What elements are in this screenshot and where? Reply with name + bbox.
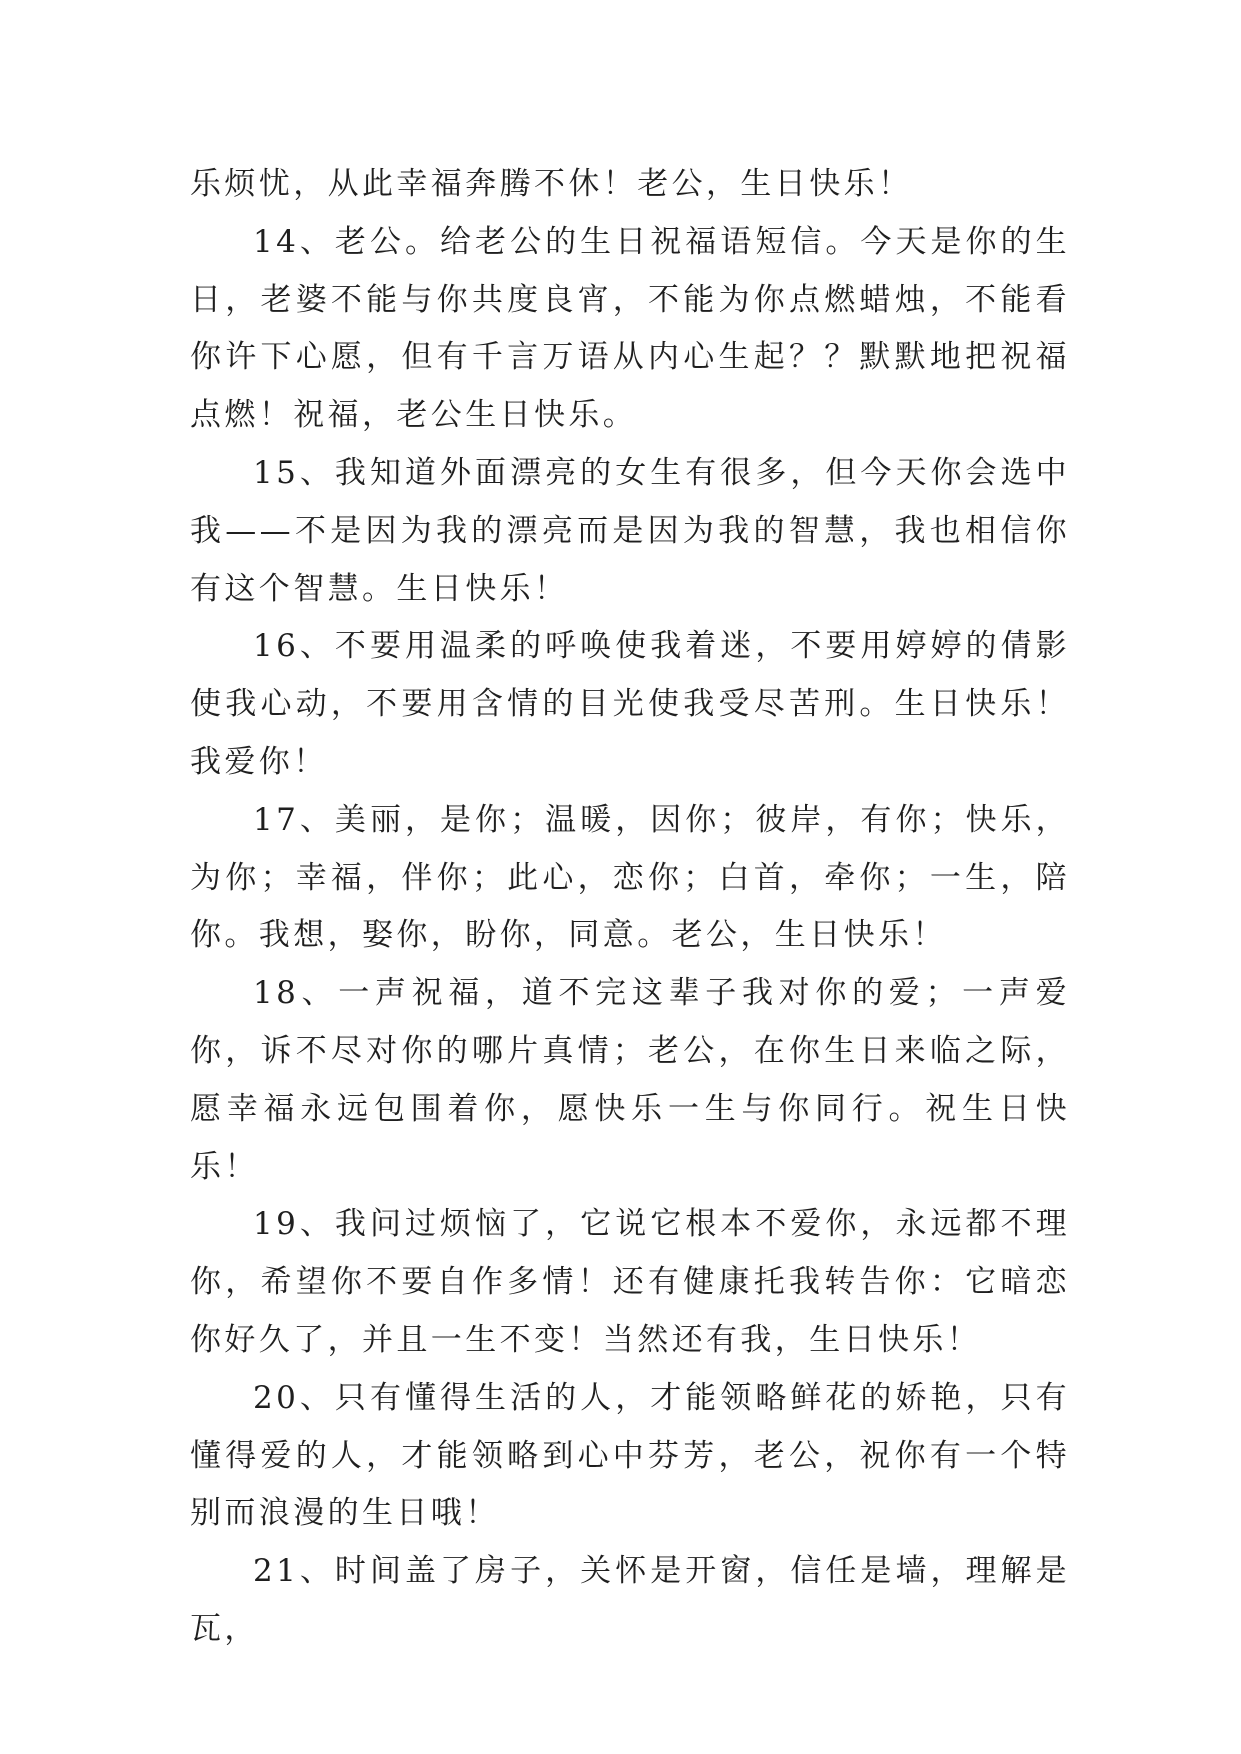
paragraph-16: 16、不要用温柔的呼唤使我着迷，不要用婷婷的倩影使我心动，不要用含情的目光使我受尽苦刑。生日快乐！我爱你！ (190, 628, 1070, 780)
paragraph-18: 18、一声祝福，道不完这辈子我对你的爱；一声爱你，诉不尽对你的哪片真情；老公，在你生日来临之际，愿幸福永远包围着你，愿快乐一生与你同行。祝生日快乐！ (190, 975, 1070, 1185)
paragraph-continuation: 乐烦忧，从此幸福奔腾不休！老公，生日快乐！ (190, 166, 913, 202)
paragraph-21: 21、时间盖了房子，关怀是开窗，信任是墙，理解是瓦， (190, 1553, 1070, 1647)
paragraph-19: 19、我问过烦恼了，它说它根本不爱你，永远都不理你，希望你不要自作多情！还有健康托我转告你：它暗恋你好久了，并且一生不变！当然还有我，生日快乐！ (190, 1206, 1070, 1358)
paragraph-14: 14、老公。给老公的生日祝福语短信。今天是你的生日，老婆不能与你共度良宵，不能为你点燃蜡烛，不能看你许下心愿，但有千言万语从内心生起？？默默地把祝福点燃！祝福，老公生日快乐。 (190, 223, 1070, 434)
paragraph-20: 20、只有懂得生活的人，才能领略鲜花的娇艳，只有懂得爱的人，才能领略到心中芬芳，老公，祝你有一个特别而浪漫的生日哦！ (190, 1379, 1070, 1532)
paragraph-17: 17、美丽，是你；温暖，因你；彼岸，有你；快乐，为你；幸福，伴你；此心，恋你；白首，牵你；一生，陪你。我想，娶你，盼你，同意。老公，生日快乐！ (190, 801, 1070, 954)
document-body (190, 156, 1070, 1659)
paragraph-15: 15、我知道外面漂亮的女生有很多，但今天你会选中我——不是因为我的漂亮而是因为我的智慧，我也相信你有这个智慧。生日快乐！ (190, 454, 1070, 607)
